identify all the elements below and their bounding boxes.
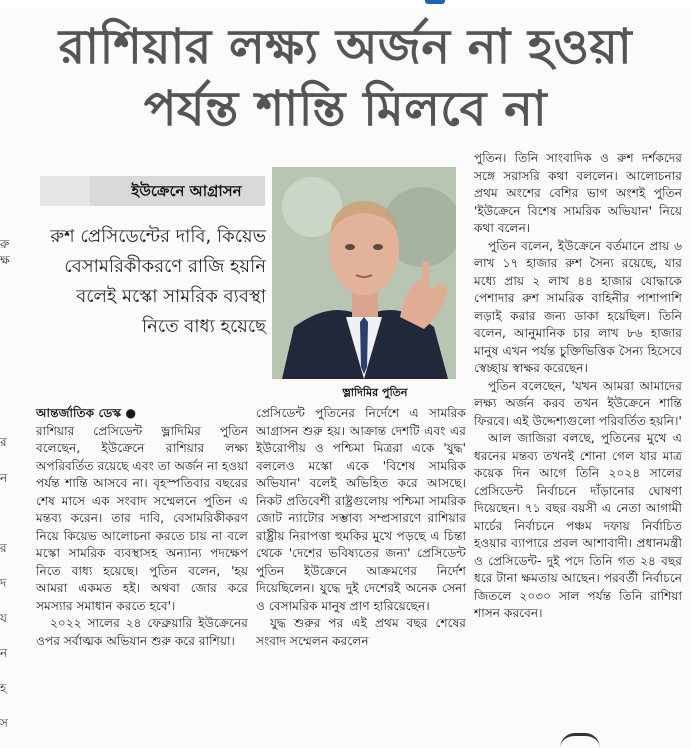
kicker-label: ইউক্রেনে আগ্রাসন — [131, 182, 242, 200]
top-edge — [0, 0, 691, 8]
photo-caption: ভ্লাদিমির পুতিন — [342, 386, 408, 399]
left-edge-fragment: হ — [0, 681, 7, 695]
putin-photo — [272, 167, 456, 379]
summary-blurb: রুশ প্রেসিডেন্টের দাবি, কিয়েভ বেসামরিকীকরণে রাজি হয়নি বলেই মস্কো সামরিক ব্যবস্থা নিতে বাধ্য হয়েছে — [50, 226, 266, 337]
left-edge-fragment: রু — [0, 237, 10, 251]
portrait-illustration — [272, 167, 456, 379]
article-paragraph: পুতিন বলেন, ইউক্রেনে বর্তমানে প্রায় ৬ লাখ ১৭ হাজার রুশ সৈন্য রয়েছে, যার মধ্যে প্রায় ২ লাখ ৪৪ হাজার যোদ্ধাকে পেশাদার রুশ সামরিক বাহিনীর পাশাপাশি লড়াই করার জন্য ডাকা হয়েছিল। তিনি বলেন, আনুমানিক চার লাখ ৮৬ হাজার মানুষ এখন পর্যন্ত চুক্তিভিত্তিক সৈন্য হিসেবে স্বেচ্ছায় স্বাক্ষর করেছেন। — [474, 238, 682, 375]
left-edge-fragment: ক্ষ — [0, 253, 10, 267]
article-paragraph: যুদ্ধ শুরুর পর এই প্রথম বছর শেষের সংবাদ সম্মেলন করলেন — [256, 616, 466, 648]
headline-line-1: রাশিয়ার লক্ষ্য অর্জন না হওয়া — [58, 19, 633, 75]
article-paragraph: পুতিন বলেছেন, 'যখন আমরা আমাদের লক্ষ্য অর্জন করব তখন ইউক্রেনে শান্তি ফিরবে। এই উদ্দেশ্যগুলো পরিবর্তিত হয়নি।' — [474, 378, 682, 428]
article-column-3 — [474, 150, 682, 623]
bottom-decoration — [560, 733, 600, 748]
headline-line-2: পর্যন্ত শান্তি মিলবে না — [143, 81, 548, 137]
blue-tab-mark — [425, 0, 445, 4]
left-edge-fragment: ন — [0, 471, 8, 485]
headline — [10, 16, 681, 140]
kicker-accent — [40, 176, 90, 206]
left-edge-fragment: স — [0, 716, 8, 730]
left-edge-fragment: র — [0, 541, 7, 555]
left-edge-fragment: র — [0, 435, 7, 449]
article-paragraph: রাশিয়ার প্রেসিডেন্ট ভ্লাদিমির পুতিন বলেছেন, ইউক্রেনে রাশিয়ার লক্ষ্য অপরিবর্তিত রয়েছে এবং তা অর্জন না হওয়া পর্যন্ত শান্তি আসবে না। বৃহস্পতিবার বছরের শেষ মাসে এক সংবাদ সম্মেলনে পুতিন এ মন্তব্য করেন। তার দাবি, বেসামরিকীকরণ নিয়ে কিয়েভ আলোচনা করতে চায় না বলে মস্কো সামরিক ব্যবস্থাসহ অন্যান্য পদক্ষেপ নিতে বাধ্য হয়েছে। পুতিন বলেন, 'হয় আমরা একমত হই। অথবা জোর করে সমস্যার সমাধান করতে হবে'। — [36, 423, 248, 613]
article-paragraph: প্রেসিডেন্ট পুতিনের নির্দেশে এ সামরিক আগ্রাসন শুরু হয়। আক্রান্ত দেশটি এবং এর ইউরোপীয় ও পশ্চিমা মিত্ররা একে 'যুদ্ধ' বললেও মস্কো একে 'বিশেষ সামরিক অভিযান' বলেই অভিহিত করে আসছে। নিকট প্রতিবেশী রাষ্ট্রগুলোয় পশ্চিমা সামরিক জোট ন্যাটোর সম্ভাব্য সম্প্রসারণে রাশিয়ার রাষ্ট্রীয় নিরাপত্তা হুমকির মুখে পড়ছে এ চিন্তা থেকে 'দেশের ভবিষ্যতের জন্য' প্রেসিডেন্ট পুতিন ইউক্রেনে আক্রমণের নির্দেশ দিয়েছিলেন। যুদ্ধে দুই দেশেরই অনেক সেনা ও বেসামরিক মানুষ প্রাণ হারিয়েছেন। — [256, 406, 466, 613]
article-paragraph: আল জাজিরা বলছে, পুতিনের মুখে এ ধরনের মন্তব্য তখনই শোনা গেল যার মাত্র কয়েক দিন আগে তিনি ২০২৪ সালের প্রেসিডেন্ট নির্বাচনে দাঁড়ানোর ঘোষণা দিয়েছেন। ৭১ বছর বয়সী এ নেতা আগামী মার্চের নির্বাচনে পঞ্চম দফায় নির্বাচিত হওয়ার ব্যাপারে প্রবল আশাবাদী। প্রধানমন্ত্রী ও প্রেসিডেন্ট- দুই পদে তিনি গত ২৪ বছর ধরে টানা ক্ষমতায় আছেন। পরবর্তী নির্বাচনে জিতলে ২০৩০ সাল পর্যন্ত তিনি রাশিয়া শাসন করবেন। — [474, 431, 682, 620]
article-paragraph: পুতিন। তিনি সাংবাদিক ও রুশ দর্শকদের সঙ্গে সরাসরি কথা বললেন। আলোচনার প্রথম অংশের বেশির ভাগ অংশই পুতিন 'ইউক্রেনে বিশেষ সামরিক অভিযান' নিয়ে কথা বলেন। — [474, 151, 682, 235]
left-edge-fragment: দ — [0, 576, 7, 590]
left-edge-fragment: য — [0, 611, 7, 625]
article-column-1 — [36, 405, 248, 650]
left-edge-fragment: ন — [0, 646, 8, 660]
article-paragraph: ২০২২ সালের ২৪ ফেব্রুয়ারি ইউক্রেনের ওপর সর্বাত্মক অভিযান শুরু করে রাশিয়া। — [36, 616, 248, 648]
byline-desk: আন্তর্জাতিক ডেস্ক ● — [36, 406, 137, 420]
article-column-2 — [256, 405, 466, 650]
